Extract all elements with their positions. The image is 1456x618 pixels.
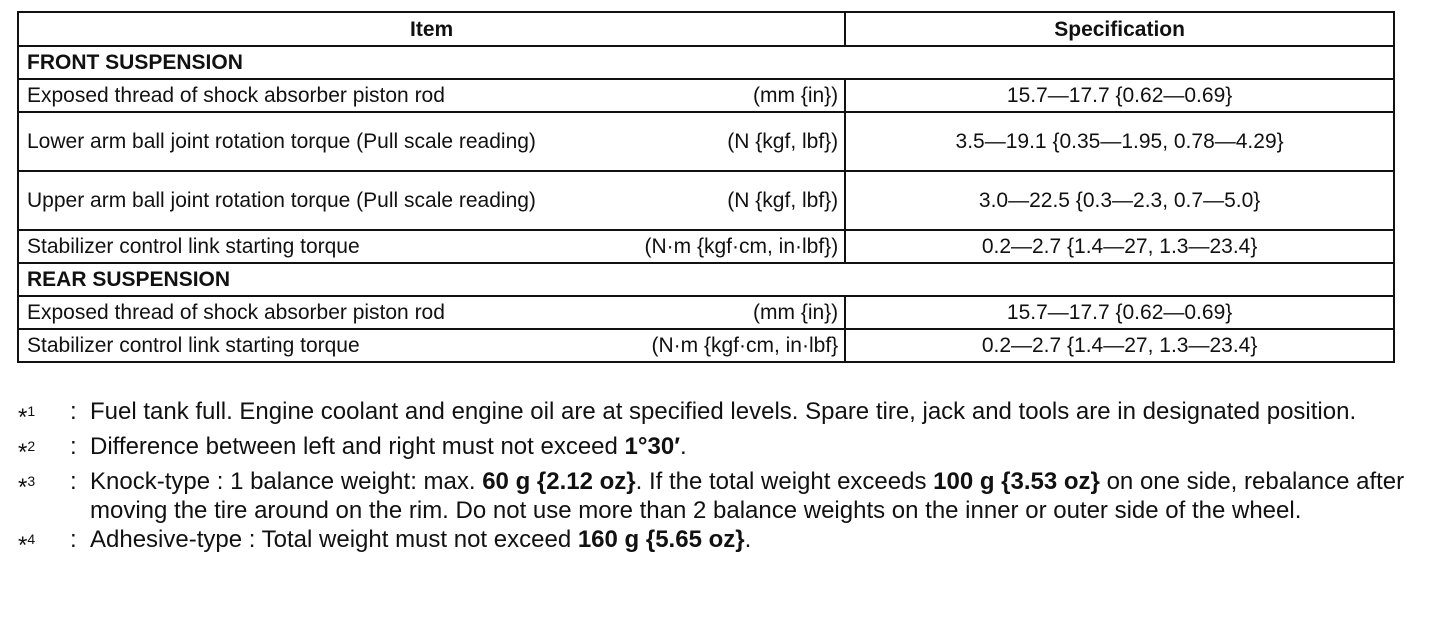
- footnote-bold-value: 160 g {5.65 oz}: [577, 526, 745, 553]
- item-name: Exposed thread of shock absorber piston rod: [27, 84, 445, 107]
- item-unit: (mm {in}): [753, 84, 839, 107]
- table-row: [18, 112, 1394, 171]
- footnote-marker: [18, 467, 70, 525]
- item-name: Lower arm ball joint rotation torque (Pull scale reading): [27, 130, 536, 153]
- item-unit: (N {kgf, lbf}): [727, 189, 839, 212]
- table-row: [18, 171, 1394, 230]
- spec-value: 15.7—17.7 {0.62—0.69}: [845, 79, 1394, 112]
- spec-value: 3.0—22.5 {0.3—2.3, 0.7—5.0}: [845, 171, 1394, 230]
- table-row: [18, 79, 1394, 112]
- footnote-text-part: .: [679, 433, 687, 460]
- table-row: [18, 296, 1394, 329]
- footnote: [18, 467, 1438, 525]
- footnote-marker: [18, 397, 70, 432]
- spec-value: 15.7—17.7 {0.62—0.69}: [845, 296, 1394, 329]
- footnote-text: [90, 432, 1438, 467]
- footnote-asterisk: *: [18, 404, 28, 431]
- section-title-rear: REAR SUSPENSION: [18, 263, 1394, 296]
- footnote-number: 1: [27, 403, 36, 419]
- item-name: Exposed thread of shock absorber piston rod: [27, 301, 445, 324]
- header-item: Item: [18, 12, 845, 46]
- footnote-colon: :: [70, 398, 77, 425]
- footnote-text: [90, 397, 1438, 432]
- footnote: [18, 525, 1438, 560]
- footnote-colon: :: [70, 433, 77, 460]
- header-specification: Specification: [845, 12, 1394, 46]
- footnote-text-part: . If the total weight exceeds: [635, 468, 934, 495]
- footnote-text-part: .: [744, 526, 752, 553]
- item-unit: (mm {in}): [753, 301, 839, 324]
- section-title-front: FRONT SUSPENSION: [18, 46, 1394, 79]
- table-header-row: [18, 12, 1394, 46]
- footnotes: [18, 397, 1438, 560]
- footnote-text-part: Difference between left and right must not exceed: [90, 433, 625, 460]
- footnote-asterisk: *: [18, 532, 28, 559]
- footnote-marker: [18, 525, 70, 560]
- footnote-asterisk: *: [18, 474, 28, 501]
- footnote-text: [90, 467, 1438, 525]
- footnote-number: 4: [27, 531, 36, 547]
- item-name: Upper arm ball joint rotation torque (Pull scale reading): [27, 189, 536, 212]
- footnote-text-part: Adhesive-type : Total weight must not exceed: [90, 526, 578, 553]
- footnote-bold-value: 60 g {2.12 oz}: [482, 468, 636, 495]
- spec-value: 0.2—2.7 {1.4—27, 1.3—23.4}: [845, 230, 1394, 263]
- table-row: [18, 230, 1394, 263]
- footnote-marker: [18, 432, 70, 467]
- footnote-text-part: Fuel tank full. Engine coolant and engine oil are at specified levels. Spare tire, jack and tools are in designated position.: [90, 398, 1357, 425]
- item-unit: (N·m {kgf·cm, in·lbf}: [651, 334, 839, 357]
- footnote-bold-value: 1°30′: [624, 433, 680, 460]
- footnote-number: 2: [27, 438, 36, 454]
- footnote: [18, 432, 1438, 467]
- footnote-colon: :: [70, 526, 77, 553]
- footnote: [18, 397, 1438, 432]
- section-row-rear: [18, 263, 1394, 296]
- spec-value: 0.2—2.7 {1.4—27, 1.3—23.4}: [845, 329, 1394, 362]
- footnote-asterisk: *: [18, 439, 28, 466]
- item-name: Stabilizer control link starting torque: [27, 235, 360, 258]
- item-unit: (N·m {kgf·cm, in·lbf}): [644, 235, 839, 258]
- footnote-text-part: Knock-type : 1 balance weight: max.: [90, 468, 483, 495]
- footnote-colon: :: [70, 468, 77, 495]
- section-row-front: [18, 46, 1394, 79]
- footnote-text: [90, 525, 1438, 560]
- specification-table: [17, 11, 1395, 363]
- table-row: [18, 329, 1394, 362]
- item-name: Stabilizer control link starting torque: [27, 334, 360, 357]
- spec-value: 3.5—19.1 {0.35—1.95, 0.78—4.29}: [845, 112, 1394, 171]
- item-unit: (N {kgf, lbf}): [727, 130, 839, 153]
- footnote-number: 3: [27, 473, 36, 489]
- footnote-bold-value: 100 g {3.53 oz}: [933, 468, 1100, 495]
- footnote-text-part: on one side, rebalance after moving the tire around on the rim. Do not use more than 2 balance weights on the inner or outer side of the wheel.: [90, 468, 1405, 524]
